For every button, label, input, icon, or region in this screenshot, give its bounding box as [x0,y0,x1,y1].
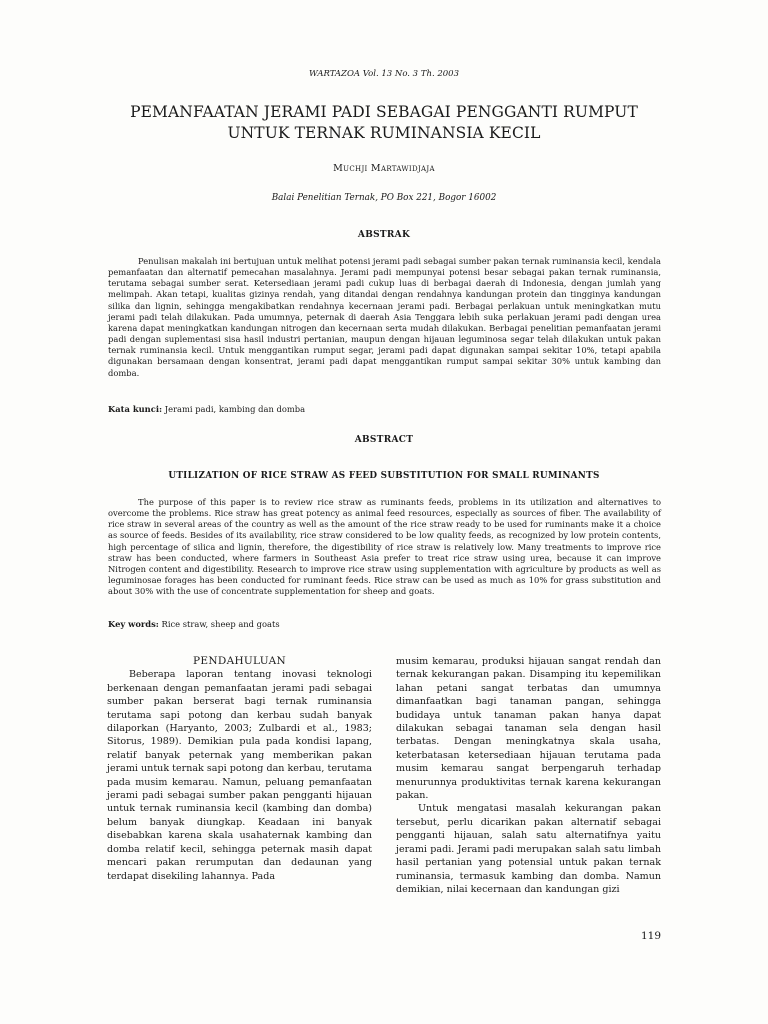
abstract-body: The purpose of this paper is to review rice straw as ruminants feeds, problems in its utilization and alternatives to overcome the problems. Rice straw has great potency as animal feed resources, especially as sources of fiber. The availability of rice straw in several areas of the country as well as the amount of the rice straw ready to be used for ruminants make it a choice as source of feeds. Besides of its availability, rice straw considered to be low quality feeds, as recognized by low protein contents, high percentage of silica and lignin, therefore, the digestibility of rice straw is relatively low. Many treatments to improve rice straw has been conducted, where farmers in Southeast Asia prefer to treat rice straw using urea, because it can improve Nitrogen content and digestibility. Research to improve rice straw using supplementation with agriculture by products as well as leguminosae forages has been conducted for ruminant feeds. Rice straw can be used as much as 10% for grass substitution and about 30% with the use of concentrate supplementation for sheep and goats. [108,497,661,597]
abstrak-heading: ABSTRAK [357,230,411,240]
intro-paragraph-right-1: musim kemarau, produksi hijauan sangat rendah dan ternak kekurangan pakan. Disamping itu kepemilikan lahan petani sangat terbatas dan umumnya dimanfaatkan bagi tanaman pangan, sehingga budidaya untuk tanaman pakan hanya dapat dilakukan sebagai tanaman sela dengan hasil terbatas. Dengan meningkatnya skala usaha, keterbatasan ketersediaan hijauan terutama pada musim kemarau sangat berpengaruh terhadap menurunnya produktivitas ternak karena kekurangan pakan. [396,656,661,802]
section-heading-pendahuluan: PENDAHULUAN [193,655,286,667]
left-column [107,655,372,883]
abstract-keywords-value: Rice straw, sheep and goats [158,619,280,629]
author-name: Muchji Martawidjaja [333,163,435,174]
intro-paragraph-right-2: Untuk mengatasi masalah kekurangan pakan tersebut, perlu dicarikan pakan alternatif sebagai pengganti hijauan, salah satu alternatifnya yaitu jerami padi. Jerami padi merupakan salah satu limbah hasil pertanian yang potensial untuk pakan ternak ruminansia, termasuk kambing dan domba. Namun demikian, nilai kecernaan dan kandungan gizi [396,803,661,895]
abstract-keywords [108,619,661,630]
paper-title [60,102,708,144]
abstract-subheading: UTILIZATION OF RICE STRAW AS FEED SUBSTITUTION FOR SMALL RUMINANTS [168,471,600,481]
abstract-keywords-label: Key words: [108,619,159,629]
author-affiliation: Balai Penelitian Ternak, PO Box 221, Bogor 16002 [271,193,497,203]
paper-title-line-2: UNTUK TERNAK RUMINANSIA KECIL [227,124,541,142]
abstrak-keywords [108,404,661,415]
intro-paragraph-left: Beberapa laporan tentang inovasi teknologi berkenaan dengan pemanfaatan jerami padi sebagai sumber pakan berserat bagi ternak ruminansia terutama sapi potong dan kerbau sudah banyak dilaporkan (Haryanto, 2003; Zulbardi et al., 1983; Sitorus, 1989). Demikian pula pada kondisi lapang, relatif banyak peternak yang memberikan pakan jerami untuk ternak sapi potong dan kerbau, terutama pada musim kemarau. Namun, peluang pemanfaatan jerami padi sebagai sumber pakan pengganti hijauan untuk ternak ruminansia kecil (kambing dan domba) belum banyak diungkap. Keadaan ini banyak disebabkan karena skala usahaternak kambing dan domba relatif kecil, sehingga peternak masih dapat mencari pakan rerumputan dan dedaunan yang terdapat disekiling lahannya. Pada [107,669,372,882]
paper-title-line-1: PEMANFAATAN JERAMI PADI SEBAGAI PENGGANTI RUMPUT [130,103,638,121]
right-column [396,655,661,896]
abstrak-body: Penulisan makalah ini bertujuan untuk melihat potensi jerami padi sebagai sumber pakan ternak ruminansia kecil, kendala pemanfaatan dan alternatif pemecahan masalahnya. Jerami padi mempunyai potensi besar sebagai pakan ternak ruminansia, terutama sebagai sumber serat. Ketersediaan jerami padi cukup luas di berbagai daerah di Indonesia, dengan jumlah yang melimpah. Akan tetapi, kualitas gizinya rendah, yang ditandai dengan rendahnya kandungan protein dan tingginya kandungan silika dan lignin, sehingga mengakibatkan rendahnya kecernaan jerami padi. Berbagai perlakuan untuk meningkatkan mutu jerami padi telah dilakukan. Pada umumnya, peternak di daerah Asia Tenggara lebih suka perlakuan jerami padi dengan urea karena dapat meningkatkan kandungan nitrogen dan kecernaan serta mudah dilakukan. Berbagai penelitian pemanfaatan jerami padi dengan suplementasi sisa hasil industri pertanian, maupun dengan hijauan leguminosa segar telah dilakukan untuk pakan ternak ruminansia kecil. Untuk menggantikan rumput segar, jerami padi dapat digunakan sampai sekitar 10%, tetapi apabila digunakan bersamaan dengan konsentrat, jerami padi dapat menggantikan rumput sampai sekitar 30% untuk kambing dan domba. [108,256,661,378]
abstract-heading: ABSTRACT [354,435,414,445]
abstrak-keywords-label: Kata kunci: [108,404,163,414]
page-number: 119 [640,930,661,942]
abstrak-keywords-value: Jerami padi, kambing dan domba [162,404,306,414]
journal-header: WARTAZOA Vol. 13 No. 3 Th. 2003 [309,69,459,79]
